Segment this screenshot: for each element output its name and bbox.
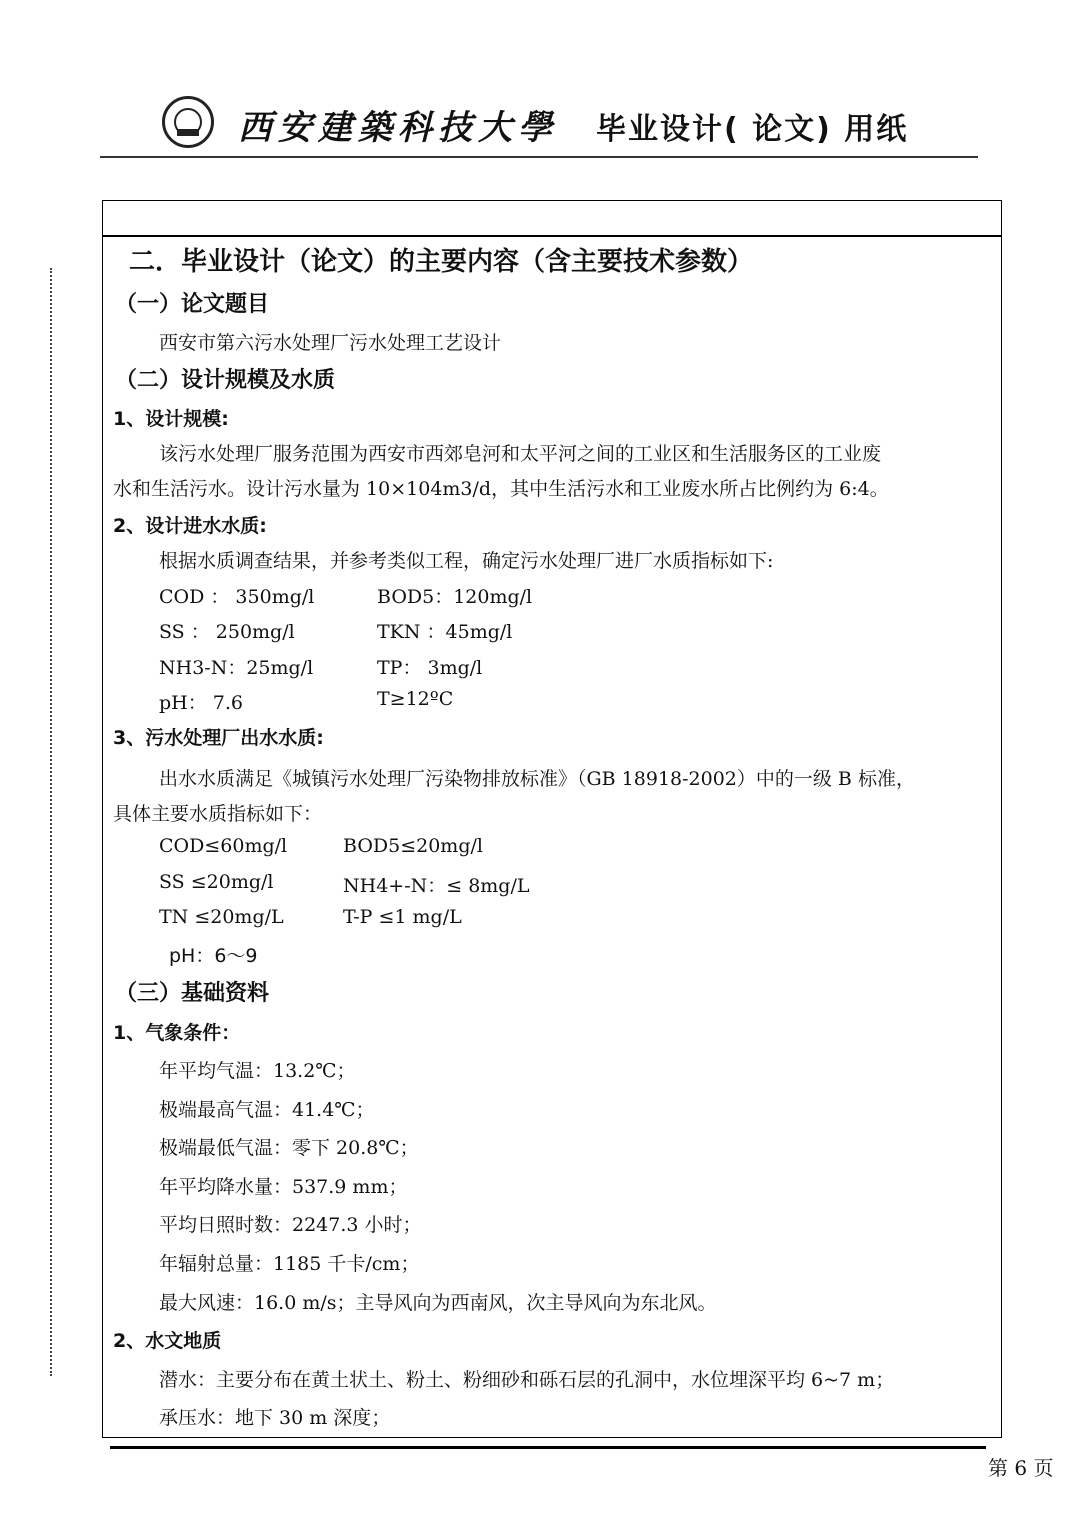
section-title: 二．毕业设计（论文）的主要内容（含主要技术参数） <box>129 247 754 277</box>
influent-cell: pH： 7.6 <box>159 692 243 714</box>
weather-item: 极端最低气温：零下 20.8℃； <box>159 1137 419 1159</box>
effluent-cell: NH4+-N：≤ 8mg/L <box>343 875 530 897</box>
hydro-heading: 2、水文地质 <box>113 1330 222 1352</box>
influent-cell: TKN ：45mg/l <box>377 621 513 643</box>
effluent-ph: pH：6～9 <box>169 945 258 967</box>
influent-cell: T≥12ºC <box>377 688 454 710</box>
university-seal-logo <box>162 96 214 148</box>
influent-cell: NH3-N：25mg/l <box>159 657 314 679</box>
university-name: 西安建築科技大學 <box>238 108 558 148</box>
influent-cell: COD ： 350mg/l <box>159 586 315 608</box>
influent-cell: TP： 3mg/l <box>377 657 483 679</box>
scale-text-line1: 该污水处理厂服务范围为西安市西郊皂河和太平河之间的工业区和生活服务区的工业废 <box>159 443 882 465</box>
page-header <box>100 92 978 158</box>
paper-type-label: 毕业设计( 论文) 用纸 <box>596 112 909 147</box>
thesis-topic: 西安市第六污水处理厂污水处理工艺设计 <box>159 332 502 354</box>
header-divider <box>100 156 978 158</box>
box-top-divider <box>103 235 1001 237</box>
effluent-cell: T-P ≤1 mg/L <box>343 906 462 928</box>
effluent-heading: 3、污水处理厂出水水质: <box>113 727 324 749</box>
scale-text-line2: 水和生活污水。设计污水量为 10×104m3/d，其中生活污水和工业废水所占比例约为 6:4。 <box>113 478 889 500</box>
footer-divider <box>110 1446 986 1449</box>
weather-item: 平均日照时数：2247.3 小时； <box>159 1214 422 1236</box>
influent-heading: 2、设计进水水质: <box>113 515 267 537</box>
weather-item: 年辐射总量：1185 千卡/cm； <box>159 1253 420 1275</box>
effluent-cell: BOD5≤20mg/l <box>343 835 483 857</box>
hydro-item: 潜水：主要分布在黄土状土、粉土、粉细砂和砾石层的孔洞中，水位埋深平均 6~7 m； <box>159 1369 895 1391</box>
weather-heading: 1、气象条件： <box>113 1022 241 1044</box>
weather-item: 年平均降水量：537.9 mm； <box>159 1176 408 1198</box>
effluent-cell: SS ≤20mg/l <box>159 871 274 893</box>
effluent-text-line1: 出水水质满足《城镇污水处理厂污染物排放标准》（GB 18918-2002）中的一级 B 标准， <box>159 768 915 790</box>
seal-banner <box>177 129 199 136</box>
content-box <box>102 200 1002 1438</box>
weather-item: 年平均气温：13.2℃； <box>159 1060 356 1082</box>
effluent-cell: COD≤60mg/l <box>159 835 288 857</box>
binding-line <box>50 268 52 1376</box>
part2-heading: （二）设计规模及水质 <box>115 368 336 393</box>
weather-item: 最大风速：16.0 m/s；主导风向为西南风，次主导风向为东北风。 <box>159 1292 717 1314</box>
hydro-item: 承压水：地下 30 m 深度； <box>159 1407 391 1429</box>
part1-heading: （一）论文题目 <box>115 292 270 317</box>
influent-intro: 根据水质调查结果，并参考类似工程，确定污水处理厂进厂水质指标如下: <box>159 550 774 572</box>
page-number: 第 6 页 <box>988 1456 1054 1480</box>
influent-cell: BOD5：120mg/l <box>377 586 533 608</box>
weather-item: 极端最高气温：41.4℃； <box>159 1099 375 1121</box>
effluent-cell: TN ≤20mg/L <box>159 906 284 928</box>
influent-cell: SS ： 250mg/l <box>159 621 295 643</box>
scale-heading: 1、设计规模: <box>113 408 229 430</box>
effluent-text-line2: 具体主要水质指标如下： <box>113 803 323 825</box>
part3-heading: （三）基础资料 <box>115 981 270 1006</box>
